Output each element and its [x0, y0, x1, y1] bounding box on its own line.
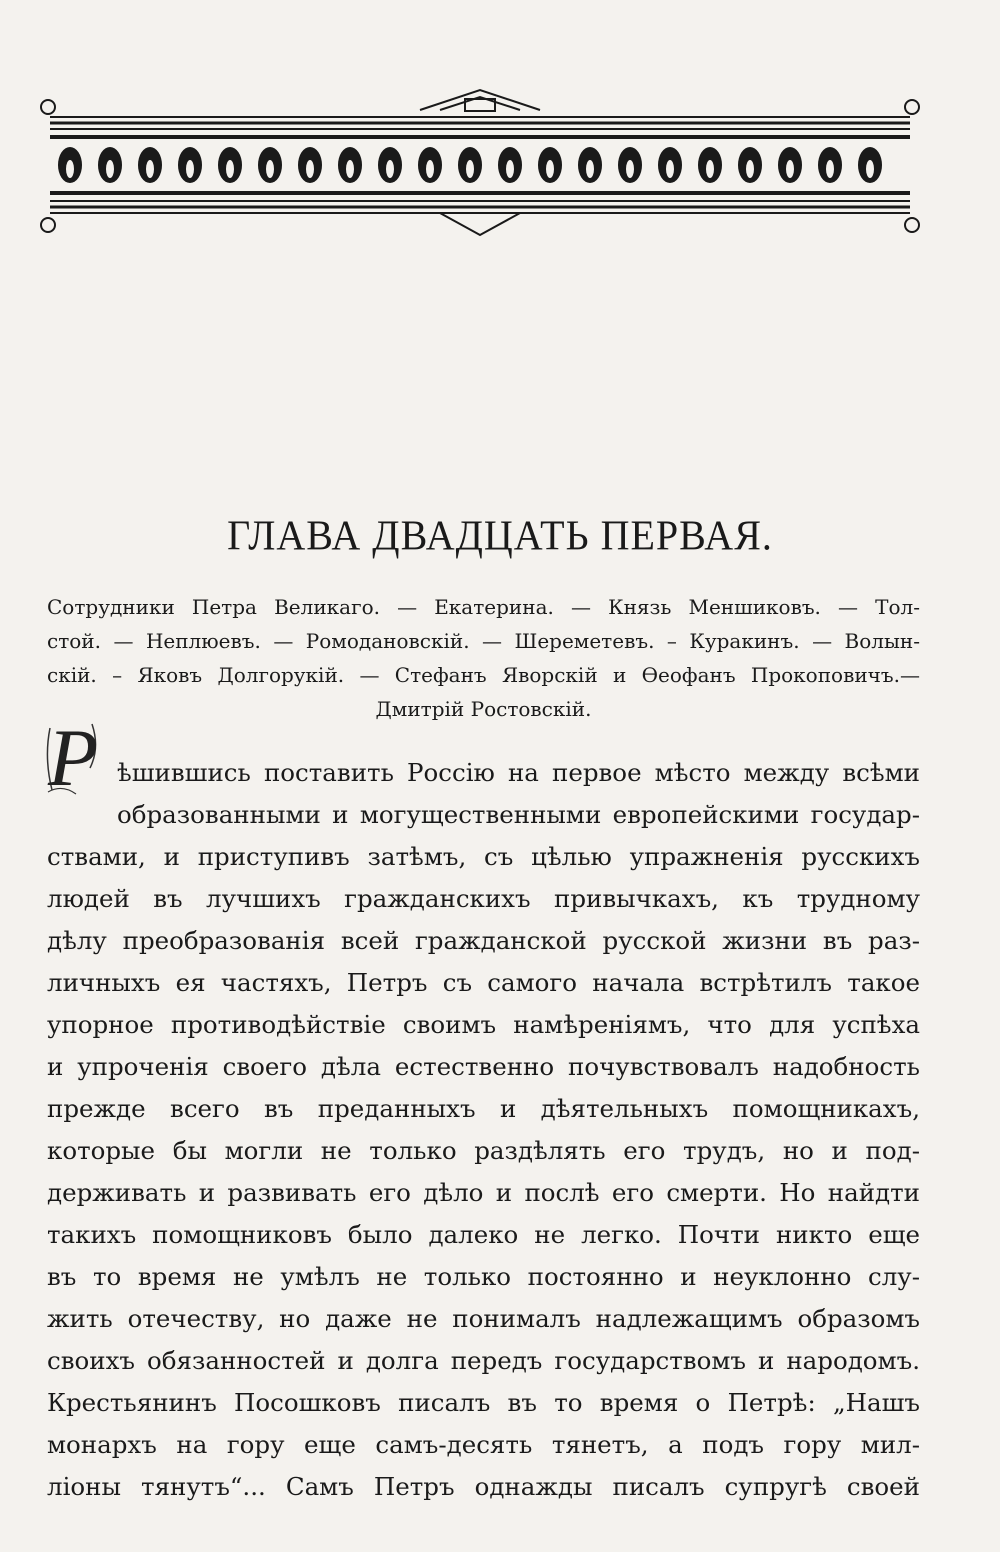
body-line: монархъ на гору еще самъ-десять тянетъ, а подъ гору мил-: [47, 1430, 920, 1459]
body-line: дѣлу преобразованія всей гражданской русской жизни въ раз-: [47, 926, 920, 955]
body-line: Крестьянинъ Посошковъ писалъ въ то время о Петрѣ: „Нашъ: [47, 1388, 920, 1417]
body-line: образованными и могущественными европейскими государ-: [117, 800, 920, 829]
body-line: такихъ помощниковъ было далеко не легко. Почти никто еще: [47, 1220, 920, 1249]
body-text: [47, 752, 920, 1508]
body-line: упорное противодѣйствіе своимъ намѣреніямъ, что для успѣха: [47, 1010, 920, 1039]
summary-line: стой. — Неплюевъ. — Ромодановскій. — Шереметевъ. – Куракинъ. — Волын-: [47, 629, 920, 653]
body-line: которые бы могли не только раздѣлять его трудъ, но и под-: [47, 1136, 920, 1165]
body-line: ѣшившись поставить Россію на первое мѣсто между всѣми: [117, 758, 920, 787]
summary-line: Сотрудники Петра Великаго. — Екатерина. — Князь Меншиковъ. — Тол-: [47, 595, 920, 619]
body-line: личныхъ ея частяхъ, Петръ съ самого начала встрѣтилъ такое: [47, 968, 920, 997]
summary-line: Дмитрій Ростовскій.: [375, 697, 592, 721]
summary-line: скій. – Яковъ Долгорукій. — Стефанъ Яворскій и Ѳеофанъ Прокоповичъ.—: [47, 663, 920, 687]
body-line: держивать и развивать его дѣло и послѣ его смерти. Но найдти: [47, 1178, 920, 1207]
body-line: жить отечеству, но даже не понималъ надлежащимъ образомъ: [47, 1304, 920, 1333]
ornamental-headband-icon: [40, 85, 920, 245]
body-line: и упроченія своего дѣла естественно почувствовалъ надобность: [47, 1052, 920, 1081]
body-line: людей въ лучшихъ гражданскихъ привычкахъ, къ трудному: [47, 884, 920, 913]
body-line: ліоны тянутъ“... Самъ Петръ однажды писалъ супругѣ своей: [47, 1472, 920, 1501]
body-line: ствами, и приступивъ затѣмъ, съ цѣлью упражненія русскихъ: [47, 842, 920, 871]
body-line: своихъ обязанностей и долга передъ государствомъ и народомъ.: [47, 1346, 920, 1375]
body-line: прежде всего въ преданныхъ и дѣятельныхъ помощникахъ,: [47, 1094, 920, 1123]
body-line: въ то время не умѣлъ не только постоянно и неуклонно слу-: [47, 1262, 920, 1291]
chapter-summary: [47, 590, 920, 726]
chapter-title: ГЛАВА ДВАДЦАТЬ ПЕРВАЯ.: [227, 511, 773, 560]
dropcap-letter: Р: [47, 712, 99, 803]
